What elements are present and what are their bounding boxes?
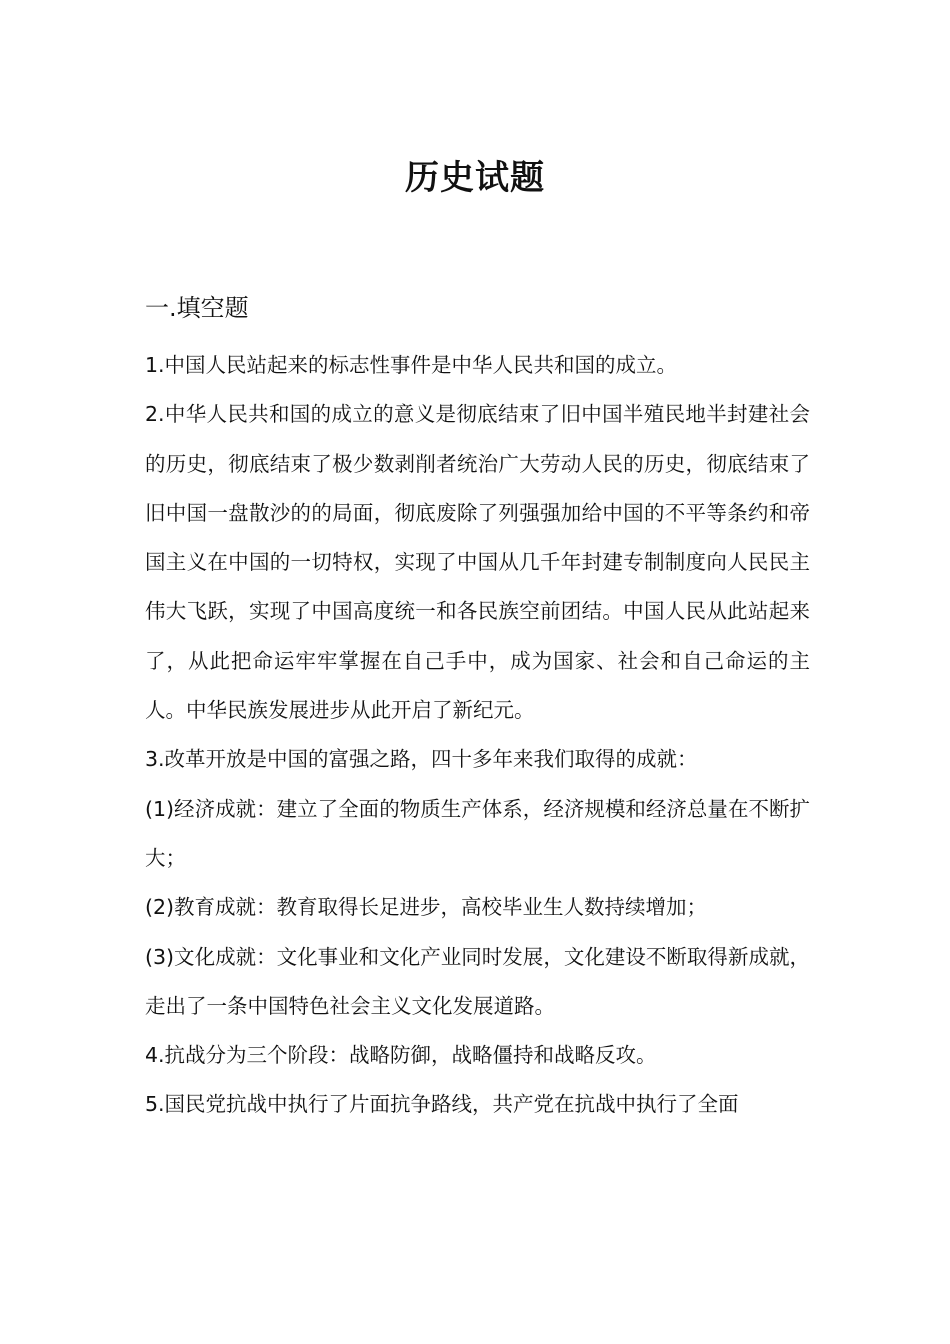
question-3-item-1: (1)经济成就：建立了全面的物质生产体系，经济规模和经济总量在不断扩大； — [145, 796, 810, 870]
question-3-item-3: (3)文化成就：文化事业和文化产业同时发展，文化建设不断取得新成就，走出了一条中国特色社会主义文化发展道路。 — [145, 944, 810, 1018]
question-3: 3.改革开放是中国的富强之路，四十多年来我们取得的成就： — [145, 747, 698, 772]
question-2: 2.中华人民共和国的成立的意义是彻底结束了旧中国半殖民地半封建社会的历史，彻底结束了极少数剥削者统治广大劳动人民的历史，彻底结束了旧中国一盘散沙的的局面，彻底废除了列强强加给中国的不平等条约和帝国主义在中国的一切特权，实现了中国从几千年封建专制制度向人民民主伟大飞跃，实现了中国高度统一和各民族空前团结。中国人民从此站起来了，从此把命运牢牢掌握在自己手中，成为国家、社会和自己命运的主人。中华民族发展进步从此开启了新纪元。 — [145, 402, 810, 723]
section-heading: 一.填空题 — [145, 294, 249, 322]
question-1: 1.中国人民站起来的标志性事件是中华人民共和国的成立。 — [145, 353, 678, 377]
question-5: 5.国民党抗战中执行了片面抗争路线，共产党在抗战中执行了全面 — [145, 1092, 739, 1117]
question-4: 4.抗战分为三个阶段：战略防御，战略僵持和战略反攻。 — [145, 1043, 657, 1068]
question-3-item-2: (2)教育成就：教育取得长足进步，高校毕业生人数持续增加； — [145, 895, 708, 920]
document-body — [145, 341, 810, 1130]
document-title: 历史试题 — [405, 158, 545, 198]
